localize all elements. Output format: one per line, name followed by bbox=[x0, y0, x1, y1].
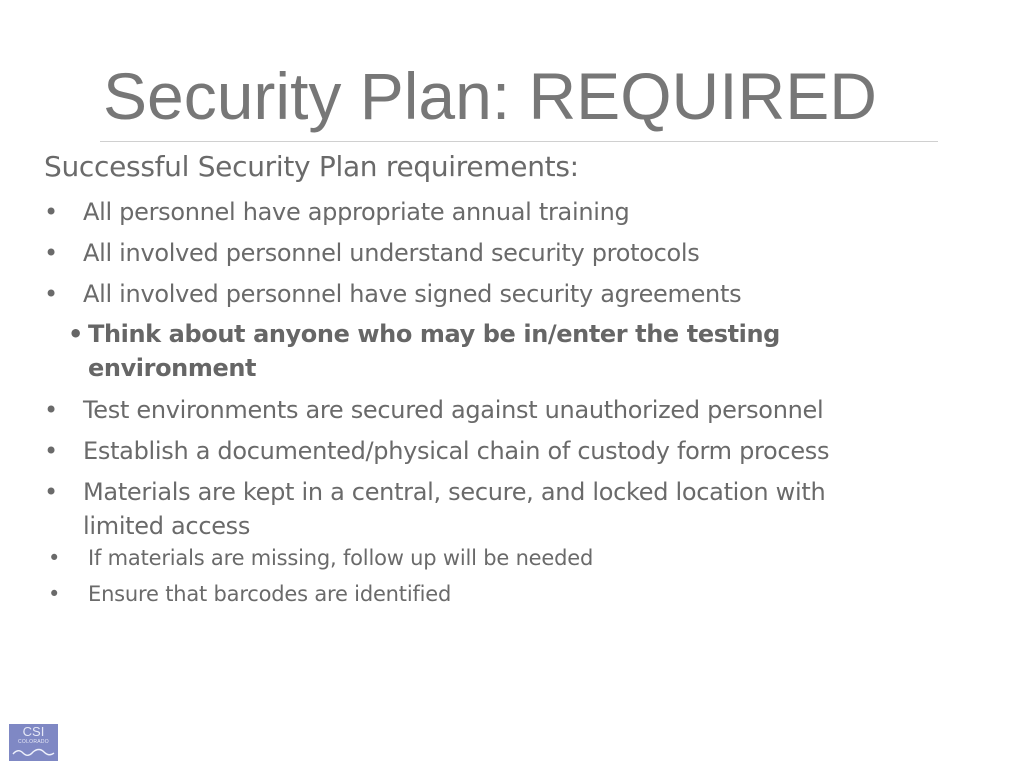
mountain-wave-icon bbox=[12, 745, 55, 757]
bullet-icon: • bbox=[44, 437, 58, 465]
list-item-text: All involved personnel understand security protocols bbox=[83, 239, 700, 267]
list-item-text: All involved personnel have signed security agreements bbox=[83, 280, 742, 308]
bullet-icon: • bbox=[44, 280, 58, 308]
logo-text: CSI bbox=[22, 724, 45, 739]
list-item-text-line2: limited access bbox=[83, 512, 251, 540]
list-item-text-line1: Materials are kept in a central, secure, and locked location with bbox=[83, 478, 826, 506]
intro-heading: Successful Security Plan requirements: bbox=[44, 150, 579, 183]
logo-subtext: COLORADO bbox=[17, 739, 49, 745]
csi-logo bbox=[9, 724, 58, 761]
list-item-text: Establish a documented/physical chain of custody form process bbox=[83, 437, 830, 465]
list-item-text: All personnel have appropriate annual training bbox=[83, 198, 630, 226]
bullet-icon: • bbox=[68, 320, 83, 348]
bullet-icon: • bbox=[48, 582, 61, 606]
list-item-text-line2: environment bbox=[88, 354, 257, 382]
bullet-icon: • bbox=[44, 239, 58, 267]
bullet-icon: • bbox=[48, 546, 61, 570]
list-item-text: Test environments are secured against unauthorized personnel bbox=[83, 396, 824, 424]
bullet-icon: • bbox=[44, 478, 58, 506]
list-item-text-line1: Think about anyone who may be in/enter the testing bbox=[88, 320, 780, 348]
sub-list-item-text: Ensure that barcodes are identified bbox=[88, 582, 452, 606]
sub-list-item-text: If materials are missing, follow up will be needed bbox=[88, 546, 594, 570]
bullet-icon: • bbox=[44, 198, 58, 226]
bullet-icon: • bbox=[44, 396, 58, 424]
slide-title: Security Plan: REQUIRED bbox=[103, 59, 877, 133]
